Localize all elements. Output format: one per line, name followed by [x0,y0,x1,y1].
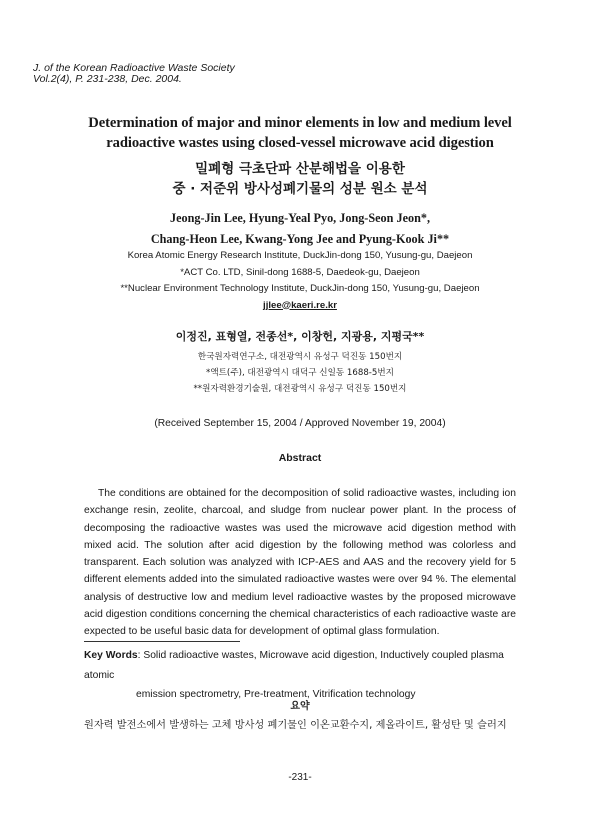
authors-line-1: Jeong-Jin Lee, Hyung-Yeal Pyo, Jong-Seon Jeon*, [169,211,430,225]
journal-volume: Vol.2(4), P. 231-238, Dec. 2004. [33,73,182,85]
abstract-text: The conditions are obtained for the decomposition of solid radioactive wastes, including ion exchange resin, zeolite, charcoal, and sludge from nuclear power plant. In the process of decomposing the radioactive wastes was used the microwave acid digestion method with mixed acid. The solution after acid digestion by the following method was colorless and transparent. Each solution was analyzed with ICP-AES and AAS and the recovery yield for 5 different elements added into the simulated radioactive wastes were over 94 %. The elemental analysis of destructive low and medium level radioactive wastes by the proposed microwave acid digestion conditions concerning the chemical characteristics of each radioactive waste are expected to be useful basic data for development of optimal glass formulation. [84,488,516,638]
title-line-2: radioactive wastes using closed-vessel microwave acid digestion [106,135,494,151]
affiliation-3: **Nuclear Environment Technology Institute, DuckJin-dong 150, Yusung-gu, Daejeon [120,283,480,294]
author-email-link[interactable]: jjlee@kaeri.re.kr [263,299,337,311]
affiliation-1: Korea Atomic Energy Research Institute, DuckJin-dong 150, Yusung-gu, Daejeon [127,250,473,261]
journal-name: J. of the Korean Radioactive Waste Society [33,62,235,74]
title-line-1: Determination of major and minor elements in low and medium level [88,115,512,131]
korean-affiliation-1: 한국원자력연구소, 대전광역시 유성구 덕진동 150번지 [197,352,403,362]
korean-affiliations [60,349,540,397]
authors-line-2: Chang-Heon Lee, Kwang-Yong Jee and Pyung-Kook Ji** [150,232,450,246]
korean-abstract-text: 원자력 발전소에서 발생하는 고체 방사성 폐기물인 이온교환수지, 제올라이트, 활성탄 및 슬러지 [84,720,507,731]
abstract-heading: Abstract [278,452,322,464]
received-dates: (Received September 15, 2004 / Approved November 19, 2004) [154,418,446,429]
page-number: -231- [288,772,312,783]
abstract-body [84,485,516,641]
korean-abstract-heading: 요약 [290,701,310,712]
keywords-line-2: emission spectrometry, Pre-treatment, Vitrification technology [136,689,416,700]
affiliation-2: *ACT Co. LTD, Sinil-dong 1688-5, Daedeok-gu, Daejeon [180,266,420,278]
affiliations [60,248,540,314]
author-list [60,208,540,250]
paper-title [60,113,540,153]
keywords-line-1: : Solid radioactive wastes, Microwave acid digestion, Inductively coupled plasma atomic [84,650,504,681]
korean-author-list: 이정진, 표형열, 전종선*, 이창헌, 지광용, 지평국** [175,330,425,343]
keywords-block [84,646,516,705]
journal-citation [33,63,235,85]
korean-affiliation-2: *액트(주), 대전광역시 대덕구 신일동 1688-5번지 [206,368,394,378]
korean-title [60,159,540,199]
keywords-label: Key Words [84,650,138,661]
korean-affiliation-3: **원자력환경기술원, 대전광역시 유성구 덕진동 150번지 [193,384,407,394]
korean-title-line-2: 중 · 저준위 방사성폐기물의 성분 원소 분석 [172,181,428,197]
keywords-divider [84,641,240,642]
korean-title-line-1: 밀폐형 극초단파 산분해법을 이용한 [195,161,405,177]
